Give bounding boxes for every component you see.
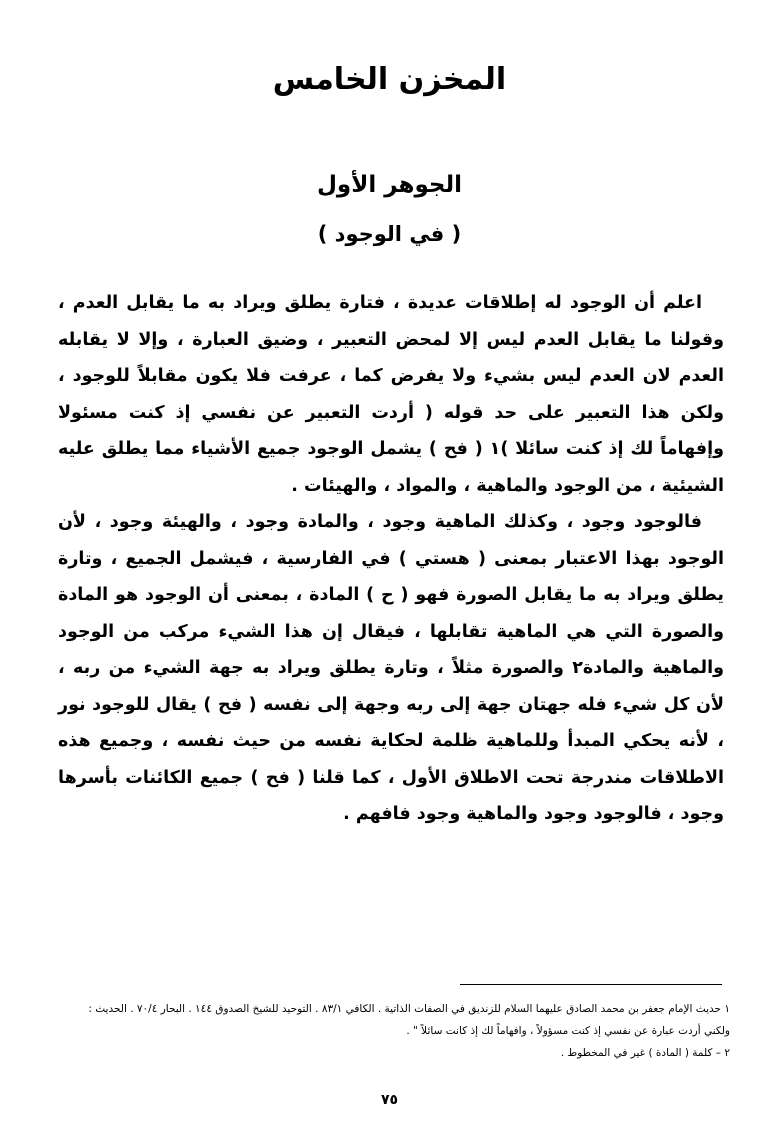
footnote: ٢ – كلمة ( المادة ) غير في المخطوط . bbox=[560, 1047, 730, 1059]
footnote: ١ حديث الإمام جعفر بن محمد الصادق عليهما السلام للزنديق في الصفات الذاتية . الكافي ٨٣/١ . التوحيد للشيخ الصدوق ١٤٤ . البحار ٧٠/٤ . الحديث : bbox=[88, 1003, 730, 1015]
footnote: ولكني أردت عبارة عن نفسي إذ كنت مسؤولاً ، وافهاماً لك إذ كانت سائلاً " . bbox=[406, 1025, 730, 1037]
chapter-title: المخزن الخامس bbox=[272, 62, 507, 97]
page-number: ٧٥ bbox=[380, 1092, 399, 1108]
section-subtitle: ( في الوجود ) bbox=[317, 222, 462, 246]
section-title: الجوهر الأول bbox=[316, 172, 463, 198]
paragraph: فالوجود وجود ، وكذلك الماهية وجود ، والمادة وجود ، والهيئة وجود ، لأن الوجود بهذا الاعتبار بمعنى ( هستي ) في الفارسية ، فيشمل الجميع ، وتارة يطلق ويراد به ما يقابل الصورة فهو ( ح ) المادة ، بمعنى أن الوجود هو المادة والصورة التي هي الماهية تقابلها ، فيقال إن هذا الشيء مركب من الوجود والماهية والمادة٢ والصورة مثلاً ، وتارة يطلق ويراد به جهة الشيء من ربه ، لأن كل شيء فله جهتان جهة إلى ربه وجهة إلى نفسه ( فح ) يقال للوجود نور ، لأنه يحكي المبدأ وللماهية ظلمة لحكاية نفسه من حيث نفسه ، وجميع هذه الاطلاقات مندرجة تحت الاطلاق الأول ، كما قلنا ( فح ) جميع الكائنات بأسرها وجود ، فالوجود وجود والماهية وجود فافهم . bbox=[58, 512, 724, 824]
body-text bbox=[58, 285, 724, 833]
footnotes bbox=[50, 998, 730, 1064]
footnote-divider bbox=[460, 984, 722, 985]
paragraph: اعلم أن الوجود له إطلاقات عديدة ، فتارة يطلق ويراد به ما يقابل العدم ، وقولنا ما يقابل العدم ليس إلا لمحض التعبير ، وضيق العبارة ، وإلا لا يقابله العدم لان العدم ليس بشيء ولا يفرض كما ، عرفت فلا يكون مقابلاً للوجود ، ولكن هذا التعبير على حد قوله ( أردت التعبير عن نفسي إذ كنت مسئولا وإفهاماً لك إذ كنت سائلا )١ ( فح ) يشمل الوجود جميع الأشياء مما يطلق عليه الشيئية ، من الوجود والماهية ، والمواد ، والهيئات . bbox=[58, 293, 724, 496]
